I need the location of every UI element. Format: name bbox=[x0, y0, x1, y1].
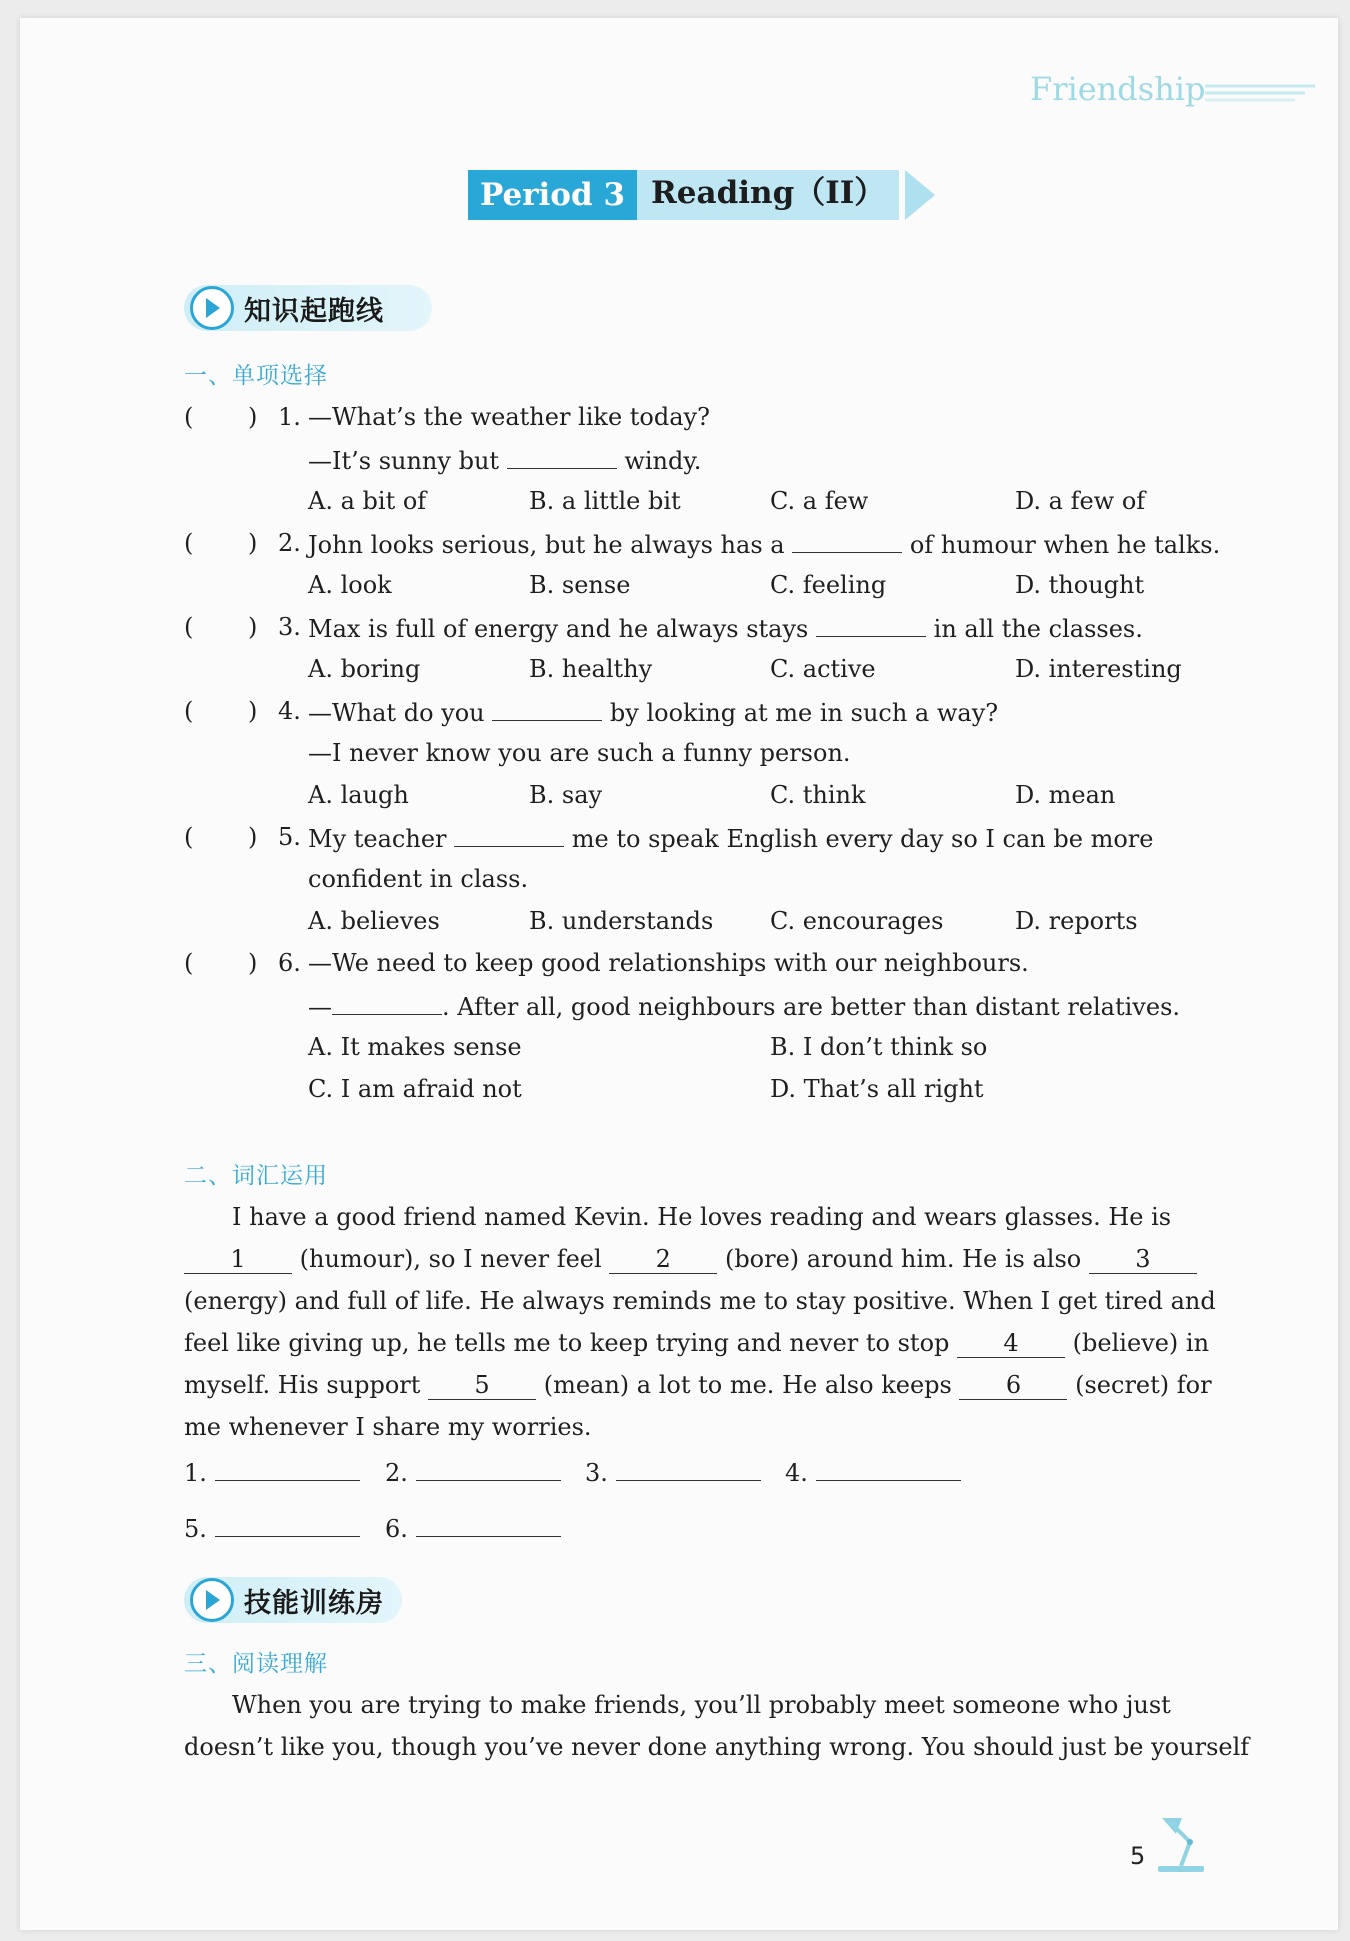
q4-line2: —I never know you are such a funny person. bbox=[308, 739, 851, 767]
answer-blank[interactable] bbox=[416, 1456, 561, 1481]
answer-paren-open: ( bbox=[184, 529, 194, 557]
q5-number: 5. bbox=[278, 823, 301, 851]
q5-option-c: C. encourages bbox=[770, 907, 944, 935]
q1-number: 1. bbox=[278, 403, 301, 431]
q2-option-d: D. thought bbox=[1015, 571, 1145, 599]
q6-line1: —We need to keep good relationships with our neighbours. bbox=[308, 949, 1029, 977]
answer-blank[interactable] bbox=[416, 1512, 561, 1537]
answer-blank[interactable] bbox=[215, 1512, 360, 1537]
q5-line1 bbox=[308, 822, 1153, 854]
gap-4[interactable]: 4 bbox=[957, 1329, 1065, 1358]
q3-number: 3. bbox=[278, 613, 301, 641]
gap-6[interactable]: 6 bbox=[959, 1371, 1067, 1400]
q4-text-end: by looking at me in such a way? bbox=[609, 699, 999, 727]
q2-blank[interactable] bbox=[792, 528, 902, 553]
q5-text-start: My teacher bbox=[308, 825, 447, 853]
q5-blank[interactable] bbox=[454, 822, 564, 847]
part2-heading: 二、词汇运用 bbox=[184, 1163, 328, 1189]
answer-label: 2. bbox=[385, 1459, 408, 1487]
q2-option-a: A. look bbox=[308, 571, 392, 599]
answer-label: 4. bbox=[785, 1459, 808, 1487]
answer-label: 1. bbox=[184, 1459, 207, 1487]
answer-line-4 bbox=[785, 1456, 961, 1488]
gap-5[interactable]: 5 bbox=[428, 1371, 536, 1400]
passage-line-3: (energy) and full of life. He always reminds me to stay positive. When I get tired and bbox=[184, 1287, 1216, 1315]
gap-3[interactable]: 3 bbox=[1089, 1245, 1197, 1274]
passage-line-5-c: (secret) for bbox=[1075, 1371, 1212, 1399]
answer-paren-open: ( bbox=[184, 613, 194, 641]
answer-line-2 bbox=[385, 1456, 561, 1488]
answer-paren-close: ) bbox=[248, 529, 258, 557]
answer-paren-open: ( bbox=[184, 403, 194, 431]
q1-option-b: B. a little bit bbox=[529, 487, 681, 515]
answer-paren-close: ) bbox=[248, 823, 258, 851]
q2-line1 bbox=[308, 528, 1220, 560]
part3-heading: 三、阅读理解 bbox=[184, 1651, 328, 1677]
q4-line1 bbox=[308, 696, 998, 728]
passage-line-4-b: (believe) in bbox=[1072, 1329, 1210, 1357]
answer-line-5 bbox=[184, 1512, 360, 1544]
lamp-icon bbox=[1152, 1812, 1212, 1874]
gap-2[interactable]: 2 bbox=[609, 1245, 717, 1274]
page-number: 5 bbox=[1130, 1842, 1146, 1870]
q2-text-start: John looks serious, but he always has a bbox=[308, 531, 785, 559]
q5-text-end: me to speak English every day so I can be more bbox=[571, 825, 1154, 853]
q4-option-a: A. laugh bbox=[308, 781, 409, 809]
passage-line-4-a: feel like giving up, he tells me to keep trying and never to stop bbox=[184, 1329, 950, 1357]
answer-paren-open: ( bbox=[184, 823, 194, 851]
q6-blank[interactable] bbox=[332, 990, 442, 1015]
q1-blank[interactable] bbox=[507, 444, 617, 469]
q6-option-b: B. I don’t think so bbox=[770, 1033, 988, 1061]
answer-blank[interactable] bbox=[215, 1456, 360, 1481]
answer-label: 6. bbox=[385, 1515, 408, 1543]
unit-title: Friendship bbox=[1030, 70, 1206, 108]
answer-paren-close: ) bbox=[248, 613, 258, 641]
q2-number: 2. bbox=[278, 529, 301, 557]
q1-option-d: D. a few of bbox=[1015, 487, 1146, 515]
q5-option-d: D. reports bbox=[1015, 907, 1138, 935]
q1-line2 bbox=[308, 444, 701, 476]
answer-paren-close: ) bbox=[248, 949, 258, 977]
q5-option-a: A. believes bbox=[308, 907, 440, 935]
answer-line-6 bbox=[385, 1512, 561, 1544]
header-decoration-lines bbox=[1205, 82, 1315, 104]
section-title: 知识起跑线 bbox=[244, 295, 384, 327]
passage-line-5-b: (mean) a lot to me. He also keeps bbox=[543, 1371, 952, 1399]
play-icon bbox=[190, 286, 234, 330]
passage-line-5-a: myself. His support bbox=[184, 1371, 421, 1399]
section-title: 技能训练房 bbox=[244, 1587, 384, 1619]
q6-number: 6. bbox=[278, 949, 301, 977]
passage-line-2-a: (humour), so I never feel bbox=[299, 1245, 602, 1273]
q1-line2-end: windy. bbox=[624, 447, 702, 475]
answer-paren-open: ( bbox=[184, 697, 194, 725]
period-title: Reading（II） bbox=[637, 170, 899, 220]
q4-option-c: C. think bbox=[770, 781, 866, 809]
answer-line-1 bbox=[184, 1456, 360, 1488]
passage-line-5 bbox=[184, 1370, 1212, 1400]
play-icon bbox=[190, 1578, 234, 1622]
q6-option-a: A. It makes sense bbox=[308, 1033, 522, 1061]
period-arrow-icon bbox=[905, 170, 935, 220]
q1-option-a: A. a bit of bbox=[308, 487, 427, 515]
reading-line-1: When you are trying to make friends, you’ll probably meet someone who just bbox=[232, 1691, 1171, 1719]
period-number: Period 3 bbox=[468, 170, 637, 220]
q3-blank[interactable] bbox=[816, 612, 926, 637]
q4-number: 4. bbox=[278, 697, 301, 725]
passage-line-4 bbox=[184, 1328, 1209, 1358]
q1-line2-start: —It’s sunny but bbox=[308, 447, 500, 475]
q3-option-c: C. active bbox=[770, 655, 876, 683]
q5-option-b: B. understands bbox=[529, 907, 714, 935]
answer-label: 5. bbox=[184, 1515, 207, 1543]
q5-line2: confident in class. bbox=[308, 865, 529, 893]
passage-line-2-b: (bore) around him. He is also bbox=[724, 1245, 1082, 1273]
answer-paren-open: ( bbox=[184, 949, 194, 977]
q4-blank[interactable] bbox=[492, 696, 602, 721]
q3-option-a: A. boring bbox=[308, 655, 421, 683]
q3-text-start: Max is full of energy and he always stays bbox=[308, 615, 809, 643]
q3-text-end: in all the classes. bbox=[933, 615, 1143, 643]
q3-option-b: B. healthy bbox=[529, 655, 653, 683]
passage-line-1: I have a good friend named Kevin. He loves reading and wears glasses. He is bbox=[232, 1203, 1172, 1231]
q6-option-d: D. That’s all right bbox=[770, 1075, 984, 1103]
answer-label: 3. bbox=[585, 1459, 608, 1487]
q2-option-b: B. sense bbox=[529, 571, 631, 599]
passage-line-2 bbox=[184, 1244, 1197, 1274]
q1-line1: —What’s the weather like today? bbox=[308, 403, 710, 431]
q2-option-c: C. feeling bbox=[770, 571, 887, 599]
answer-blank[interactable] bbox=[816, 1456, 961, 1481]
reading-line-2: doesn’t like you, though you’ve never done anything wrong. You should just be yourself bbox=[184, 1733, 1250, 1761]
q4-option-b: B. say bbox=[529, 781, 603, 809]
period-banner bbox=[468, 170, 935, 220]
q6-dash: — bbox=[308, 993, 332, 1021]
q4-option-d: D. mean bbox=[1015, 781, 1116, 809]
answer-paren-close: ) bbox=[248, 697, 258, 725]
q6-line2 bbox=[308, 990, 1180, 1022]
answer-blank[interactable] bbox=[616, 1456, 761, 1481]
q2-text-end: of humour when he talks. bbox=[909, 531, 1221, 559]
q6-option-c: C. I am afraid not bbox=[308, 1075, 522, 1103]
section-skills-pill bbox=[184, 1577, 402, 1623]
q6-line2-end: . After all, good neighbours are better than distant relatives. bbox=[442, 993, 1181, 1021]
q3-line1 bbox=[308, 612, 1143, 644]
answer-paren-close: ) bbox=[248, 403, 258, 431]
q1-option-c: C. a few bbox=[770, 487, 869, 515]
part1-heading: 一、单项选择 bbox=[184, 363, 328, 389]
gap-1[interactable]: 1 bbox=[184, 1245, 292, 1274]
answer-line-3 bbox=[585, 1456, 761, 1488]
passage-line-6: me whenever I share my worries. bbox=[184, 1413, 592, 1441]
section-knowledge-pill bbox=[184, 285, 432, 331]
q3-option-d: D. interesting bbox=[1015, 655, 1182, 683]
q4-text-start: —What do you bbox=[308, 699, 485, 727]
